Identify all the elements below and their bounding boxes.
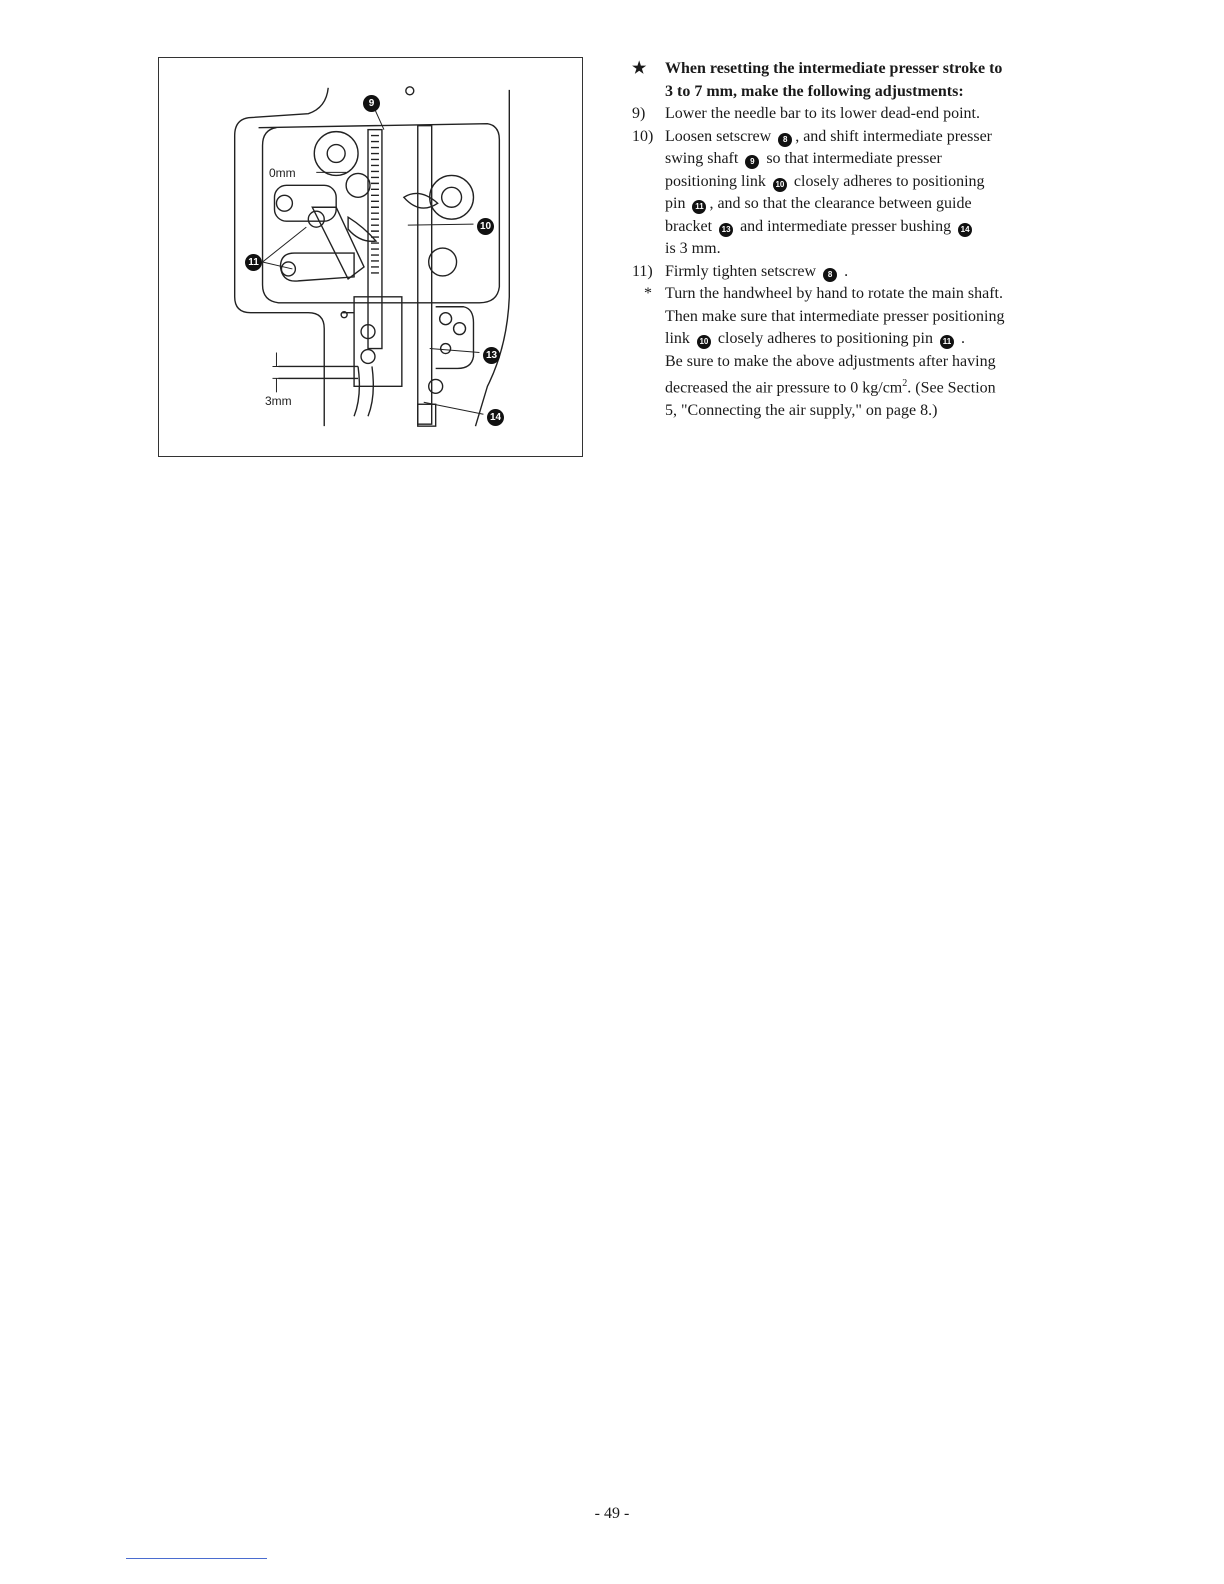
note-line-4: Be sure to make the above adjustments after having: [665, 352, 996, 370]
mechanism-drawing: [159, 58, 582, 456]
step-10-text-e: positioning link: [665, 172, 766, 190]
section-heading: [632, 58, 1082, 103]
step-10-text-b: , and shift intermediate presser: [795, 127, 993, 145]
note-line-5a: decreased the air pressure to 0 kg/cm: [665, 379, 903, 397]
step-11-text-a: Firmly tighten setscrew: [665, 262, 817, 280]
step-10-text-h: , and so that the clearance between guide: [709, 195, 972, 212]
step-10-text-k: is 3 mm.: [665, 240, 721, 257]
step-10-text-g: pin: [665, 195, 686, 212]
ref-11: 11: [940, 335, 954, 349]
callout-11: 11: [245, 254, 262, 271]
star-mark: ★: [632, 60, 647, 77]
step-10-text-j: and intermediate presser bushing: [740, 217, 952, 235]
ref-10: 10: [697, 335, 711, 349]
step-11-number: 11): [632, 262, 653, 280]
ref-9: 9: [745, 155, 759, 169]
step-10: [632, 126, 1082, 261]
note-line-3c: .: [960, 330, 965, 347]
heading-line-1: When resetting the intermediate presser stroke to: [665, 60, 1003, 77]
step-9: [632, 103, 1082, 126]
callout-14: 14: [487, 409, 504, 426]
step-9-number: 9): [632, 105, 646, 122]
step-10-text-f: closely adheres to positioning: [793, 172, 985, 190]
note: [632, 283, 1082, 422]
note-line-6: 5, "Connecting the air supply," on page 8.): [665, 401, 938, 419]
note-line-3a: link: [665, 330, 690, 347]
step-9-text: Lower the needle bar to its lower dead-end point.: [665, 105, 980, 122]
instructions: [632, 58, 1082, 422]
note-line-5b: . (See Section: [907, 379, 996, 397]
note-line-2: Then make sure that intermediate presser positioning: [665, 307, 1005, 325]
page-number: - 49 -: [594, 1505, 630, 1522]
mechanism-illustration: [158, 57, 583, 457]
step-11-text-b: .: [844, 262, 849, 280]
ref-8: 8: [823, 268, 837, 282]
ref-10: 10: [773, 178, 787, 192]
callout-10: 10: [477, 218, 494, 235]
step-10-text-i: bracket: [665, 217, 713, 235]
ref-11: 11: [692, 200, 706, 214]
note-asterisk: *: [644, 285, 652, 302]
step-10-text-a: Loosen setscrew: [665, 127, 772, 145]
callout-13: 13: [483, 347, 500, 364]
note-line-3b: closely adheres to positioning pin: [717, 330, 933, 347]
ref-8: 8: [778, 133, 792, 147]
note-superscript: 2: [902, 378, 908, 389]
bottom-rule: [126, 1558, 267, 1559]
step-10-text-c: swing shaft: [665, 150, 739, 167]
ref-13: 13: [719, 223, 733, 237]
step-10-text-d: so that intermediate presser: [766, 150, 942, 167]
label-0mm: 0mm: [269, 166, 296, 180]
callout-9: 9: [363, 95, 380, 112]
note-line-1: Turn the handwheel by hand to rotate the main shaft.: [665, 285, 1003, 302]
step-10-number: 10): [632, 127, 654, 145]
ref-14: 14: [958, 223, 972, 237]
step-11: [632, 261, 1082, 284]
label-3mm: 3mm: [265, 394, 292, 408]
heading-line-2: 3 to 7 mm, make the following adjustments:: [665, 82, 964, 100]
